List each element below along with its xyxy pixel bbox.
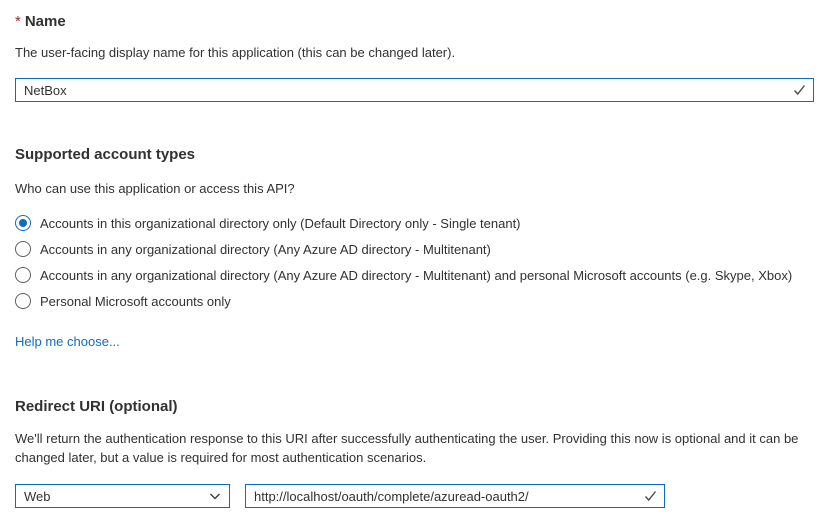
name-label-text: Name bbox=[24, 13, 66, 30]
redirect-uri-input[interactable] bbox=[246, 485, 664, 507]
radio-multitenant-personal[interactable] bbox=[15, 267, 814, 283]
redirect-uri-description: We'll return the authentication response to this URI after successfully authenticating the user. Providing this now is optional and it can be changed later, but a value is required for most authentication scenarios. bbox=[15, 431, 799, 465]
radio-unselected-icon bbox=[15, 267, 31, 283]
name-input[interactable] bbox=[16, 79, 813, 101]
supported-account-types-section bbox=[15, 146, 814, 351]
name-label bbox=[15, 13, 814, 30]
chevron-down-icon bbox=[209, 490, 221, 502]
platform-selected-value: Web bbox=[24, 488, 51, 504]
radio-personal-only[interactable] bbox=[15, 293, 814, 309]
required-asterisk: * bbox=[15, 13, 21, 30]
radio-label: Accounts in any organizational directory (Any Azure AD directory - Multitenant) bbox=[40, 241, 491, 257]
redirect-uri-section bbox=[15, 398, 814, 508]
name-field-container bbox=[15, 78, 814, 102]
radio-unselected-icon bbox=[15, 241, 31, 257]
valid-check-icon bbox=[644, 490, 657, 503]
radio-label: Accounts in any organizational directory (Any Azure AD directory - Multitenant) and personal Microsoft accounts (e.g. Skype, Xbox) bbox=[40, 267, 793, 283]
redirect-uri-heading: Redirect URI (optional) bbox=[15, 398, 178, 415]
platform-select-dropdown[interactable] bbox=[15, 484, 230, 508]
account-types-question: Who can use this application or access this API? bbox=[15, 181, 295, 196]
redirect-uri-field-container bbox=[245, 484, 665, 508]
radio-unselected-icon bbox=[15, 293, 31, 309]
radio-label: Personal Microsoft accounts only bbox=[40, 293, 231, 309]
radio-multitenant[interactable] bbox=[15, 241, 814, 257]
supported-account-types-heading: Supported account types bbox=[15, 146, 196, 163]
name-section bbox=[15, 13, 814, 102]
account-type-radio-group bbox=[15, 215, 814, 309]
radio-selected-icon bbox=[15, 215, 31, 231]
radio-label: Accounts in this organizational directory only (Default Directory only - Single tenant) bbox=[40, 215, 521, 231]
valid-check-icon bbox=[793, 84, 806, 97]
radio-single-tenant[interactable] bbox=[15, 215, 814, 231]
help-me-choose-link[interactable]: Help me choose... bbox=[15, 334, 120, 349]
name-description: The user-facing display name for this application (this can be changed later). bbox=[15, 45, 456, 60]
redirect-uri-row bbox=[15, 484, 814, 508]
